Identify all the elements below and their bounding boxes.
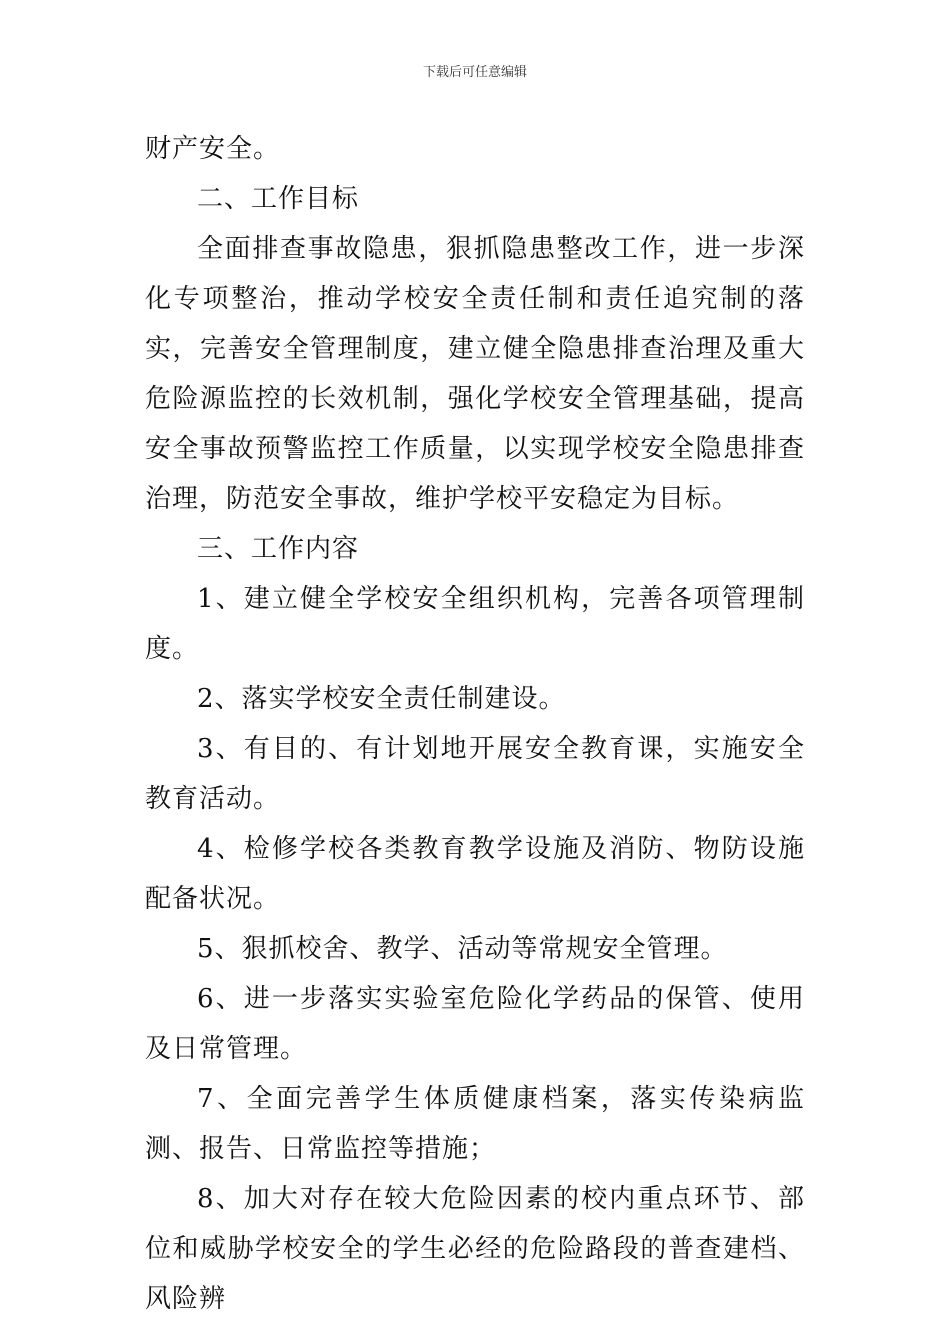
paragraph-goals: 全面排查事故隐患，狠抓隐患整改工作，进一步深化专项整治，推动学校安全责任制和责任追究制的落实，完善安全管理制度，建立健全隐患排查治理及重大危险源监控的长效机制，强化学校安全管理基础，提高安全事故预警监控工作质量，以实现学校安全隐患排查治理，防范安全事故，维护学校平安稳定为目标。 <box>145 234 805 514</box>
list-item-7: 7、全面完善学生体质健康档案，落实传染病监测、报告、日常监控等措施； <box>145 1084 805 1164</box>
document-body <box>145 124 805 1324</box>
list-item-2: 2、落实学校安全责任制建设。 <box>197 684 566 714</box>
list-item-5: 5、狠抓校舍、教学、活动等常规安全管理。 <box>197 934 728 964</box>
list-item-8: 8、加大对存在较大危险因素的校内重点环节、部位和威胁学校安全的学生必经的危险路段的普查建档、风险辨 <box>145 1184 805 1314</box>
list-item-3: 3、有目的、有计划地开展安全教育课，实施安全教育活动。 <box>145 734 805 814</box>
list-item-1: 1、建立健全学校安全组织机构，完善各项管理制度。 <box>145 584 805 664</box>
section-heading-goals: 二、工作目标 <box>197 184 360 214</box>
page-header-note: 下载后可任意编辑 <box>422 65 527 80</box>
section-heading-content: 三、工作内容 <box>197 534 360 564</box>
list-item-6: 6、进一步落实实验室危险化学药品的保管、使用及日常管理。 <box>145 984 805 1064</box>
paragraph-continuation: 财产安全。 <box>145 134 281 164</box>
list-item-4: 4、检修学校各类教育教学设施及消防、物防设施配备状况。 <box>145 834 805 914</box>
